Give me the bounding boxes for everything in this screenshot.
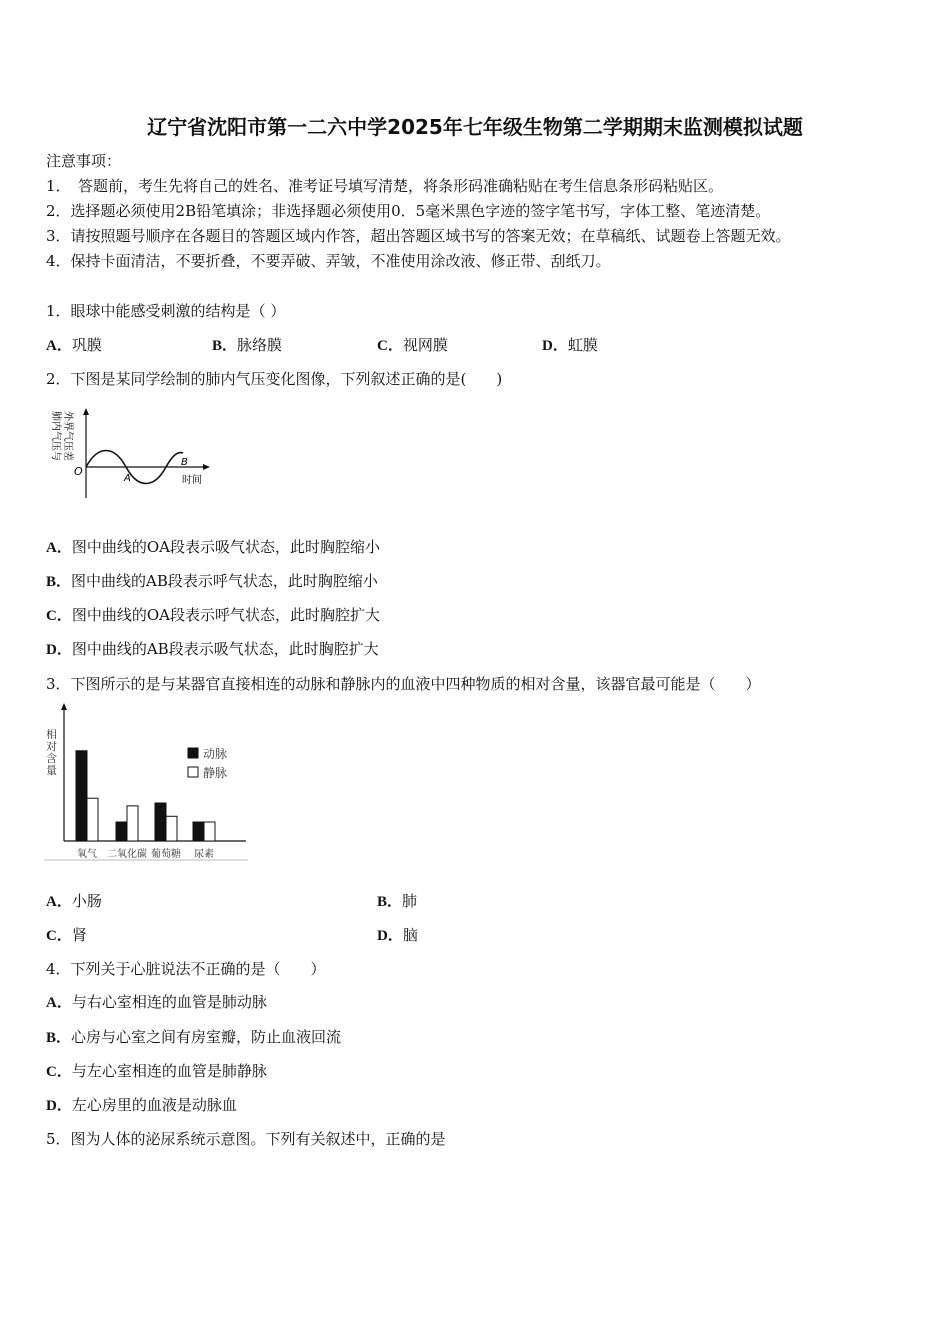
chart-y-label-char: 量 [46, 764, 57, 777]
question-5-stem: 5．图为人体的泌尿系统示意图。下列有关叙述中，正确的是 [46, 1130, 446, 1148]
pressure-curve-figure [40, 405, 220, 505]
legend-swatch [188, 767, 198, 777]
y-axis-arrow [83, 408, 89, 415]
option-label: B． [46, 1030, 72, 1046]
option-text: 与左心室相连的血管是肺静脉 [71, 1062, 267, 1080]
option-label: D． [46, 1098, 72, 1114]
legend-label: 静脉 [203, 766, 228, 780]
option-text: 图中曲线的OA段表示吸气状态，此时胸腔缩小 [71, 538, 380, 556]
option-label: D． [377, 928, 403, 944]
option-text: 肾 [71, 926, 87, 944]
option-text: 图中曲线的OA段表示呼气状态，此时胸腔扩大 [71, 606, 380, 624]
option-text: 虹膜 [567, 336, 598, 354]
option-label: D． [542, 338, 568, 354]
origin-label: O [74, 465, 83, 478]
q1-option-d [542, 335, 598, 356]
option-label: A． [46, 540, 72, 556]
point-b-label: B [181, 457, 188, 468]
question-1-stem: 1．眼球中能感受刺激的结构是（ ） [46, 302, 286, 320]
option-label: C． [46, 928, 72, 944]
bar-artery-2 [155, 803, 166, 841]
point-a-label: A [124, 473, 131, 484]
chart-y-label [46, 727, 57, 777]
notice-item: 3．请按照题号顺序在各题目的答题区域内作答，超出答题区域书写的答案无效；在草稿纸、试题卷上答题无效。 [46, 227, 791, 245]
option-text: 心房与心室之间有房室瓣，防止血液回流 [71, 1028, 342, 1046]
option-label: A． [46, 995, 72, 1011]
category-label: 二氧化碳 [107, 849, 147, 860]
q1-option-a [46, 335, 102, 356]
option-text: 左心房里的血液是动脉血 [71, 1096, 237, 1114]
option-text: 图中曲线的AB段表示呼气状态，此时胸腔缩小 [71, 572, 378, 590]
page-title: 辽宁省沈阳市第一二六中学2025年七年级生物第二学期期末监测模拟试题 [147, 115, 803, 139]
question-4-stem: 4．下列关于心脏说法不正确的是（ ） [46, 960, 326, 978]
q4-option-c [46, 1061, 267, 1082]
option-label: D． [46, 642, 72, 658]
q4-option-b [46, 1027, 341, 1048]
option-text: 巩膜 [71, 336, 102, 354]
option-label: A． [46, 894, 72, 910]
q2-option-b [46, 571, 378, 592]
option-text: 脉络膜 [237, 336, 283, 354]
option-text: 与右心室相连的血管是肺动脉 [71, 993, 267, 1011]
x-axis-arrow [203, 464, 210, 470]
option-label: C． [377, 338, 403, 354]
q1-option-b [212, 335, 282, 356]
y-axis-label-line1: 肺内气压与 [50, 411, 61, 461]
bar-vein-3 [204, 822, 215, 841]
blood-substance-bar-chart [40, 700, 255, 865]
question-3-stem: 3．下图所示的是与某器官直接相连的动脉和静脉内的血液中四种物质的相对含量，该器官最可能是（ ） [46, 675, 761, 693]
notice-item: 1． 答题前，考生先将自己的姓名、准考证号填写清楚，将条形码准确粘贴在考生信息条形码粘贴区。 [46, 177, 724, 195]
category-label: 氧气 [77, 849, 97, 860]
q2-option-c [46, 605, 380, 626]
chart-y-label-char: 相 [46, 728, 57, 741]
y-axis-label-line2: 外界气压差 [62, 411, 73, 461]
notice-item: 2．选择题必须使用2B铅笔填涂；非选择题必须使用0．5毫米黑色字迹的签字笔书写，字体工整、笔迹清楚。 [46, 202, 771, 220]
chart-y-axis-arrow [61, 703, 67, 710]
category-label: 葡萄糖 [151, 849, 181, 860]
bar-vein-1 [127, 806, 138, 841]
q4-option-a [46, 992, 267, 1013]
q2-option-d [46, 639, 379, 660]
option-label: B． [377, 894, 403, 910]
option-label: C． [46, 608, 72, 624]
option-label: B． [46, 574, 72, 590]
option-text: 脑 [402, 926, 418, 944]
legend-label: 动脉 [203, 747, 228, 761]
q2-option-a [46, 537, 380, 558]
option-text: 图中曲线的AB段表示吸气状态，此时胸腔扩大 [71, 640, 379, 658]
q3-option-a [46, 891, 102, 912]
bar-vein-2 [166, 816, 177, 841]
legend-swatch [188, 748, 198, 758]
q3-option-d [377, 925, 418, 946]
option-label: B． [212, 338, 238, 354]
question-2-stem: 2．下图是某同学绘制的肺内气压变化图像，下列叙述正确的是( ) [46, 370, 503, 388]
q3-option-c [46, 925, 87, 946]
q3-option-b [377, 891, 417, 912]
option-label: C． [46, 1064, 72, 1080]
x-axis-label: 时间 [182, 475, 202, 486]
bar-artery-3 [193, 822, 204, 841]
option-label: A． [46, 338, 72, 354]
bar-artery-1 [116, 822, 127, 841]
chart-y-label-char: 含 [46, 752, 57, 765]
q1-option-c [377, 335, 448, 356]
notice-item: 4．保持卡面清洁，不要折叠，不要弄破、弄皱，不准使用涂改液、修正带、刮纸刀。 [46, 252, 611, 270]
option-text: 肺 [402, 892, 418, 910]
bar-vein-0 [87, 798, 98, 841]
option-text: 视网膜 [402, 336, 448, 354]
q4-option-d [46, 1095, 237, 1116]
bar-artery-0 [76, 751, 87, 841]
option-text: 小肠 [71, 892, 102, 910]
category-label: 尿素 [194, 849, 214, 860]
chart-y-label-char: 对 [46, 740, 57, 753]
notice-heading: 注意事项： [46, 152, 122, 170]
